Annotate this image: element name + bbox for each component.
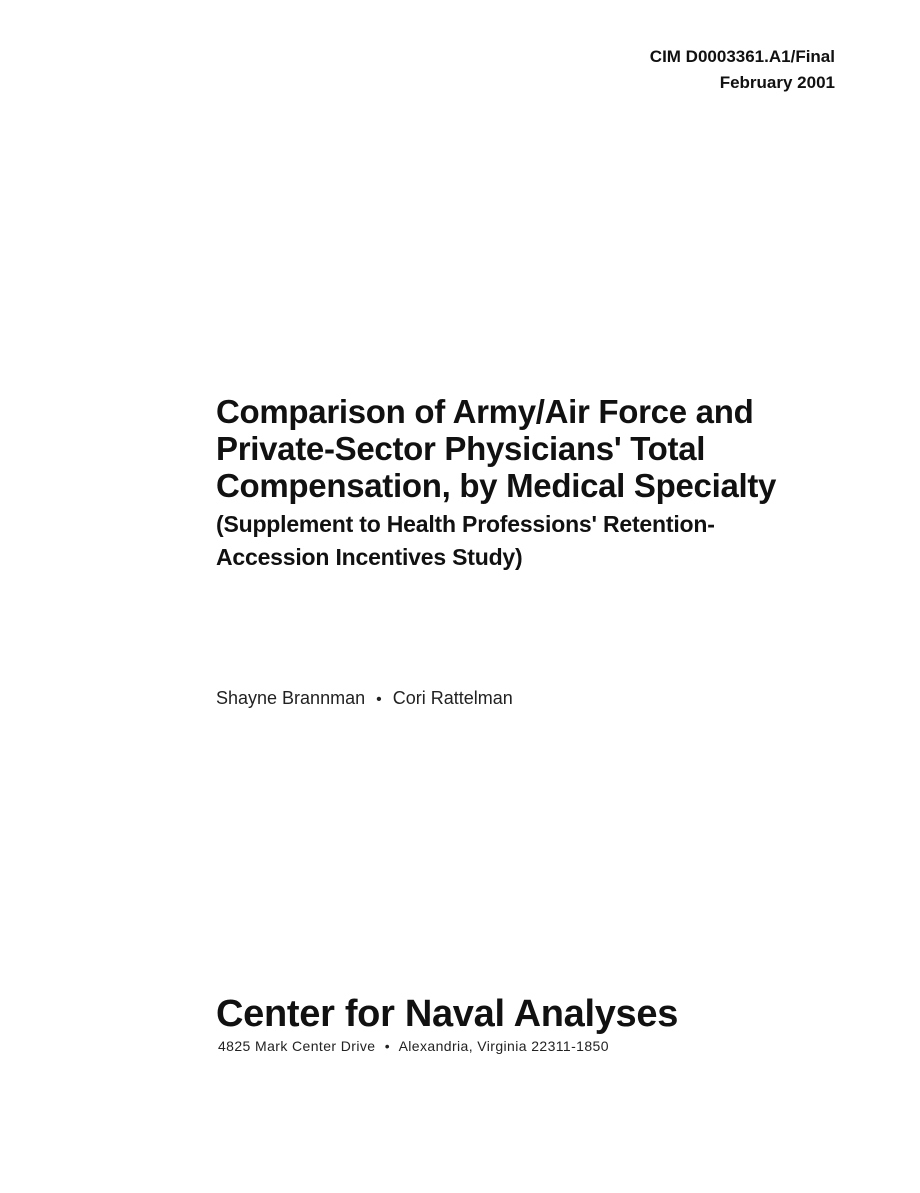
author-name: Cori Rattelman [392,688,513,708]
address-city: Alexandria, Virginia 22311-1850 [398,1038,609,1054]
address-street: 4825 Mark Center Drive [218,1038,376,1054]
title-block [216,393,856,574]
report-number: CIM D0003361.A1/Final [649,47,835,66]
author-separator: • [376,691,382,708]
title-line-1: Comparison of Army/Air Force and [216,393,754,430]
organization-name: Center for Naval Analyses [216,993,679,1035]
title-line-3: Compensation, by Medical Specialty [216,467,777,504]
organization-address [218,1037,678,1055]
title-line-2: Private-Sector Physicians' Total [216,430,706,467]
document-subtitle [216,508,856,574]
author-name: Shayne Brannman [216,688,366,708]
organization-block [216,993,678,1055]
author-list [216,686,513,712]
document-metadata [650,44,835,96]
subtitle-line-2: Accession Incentives Study) [216,544,523,570]
subtitle-line-1: (Supplement to Health Professions' Retention- [216,511,715,537]
address-separator: • [384,1038,391,1054]
document-title [216,393,856,504]
report-date: February 2001 [719,73,835,92]
